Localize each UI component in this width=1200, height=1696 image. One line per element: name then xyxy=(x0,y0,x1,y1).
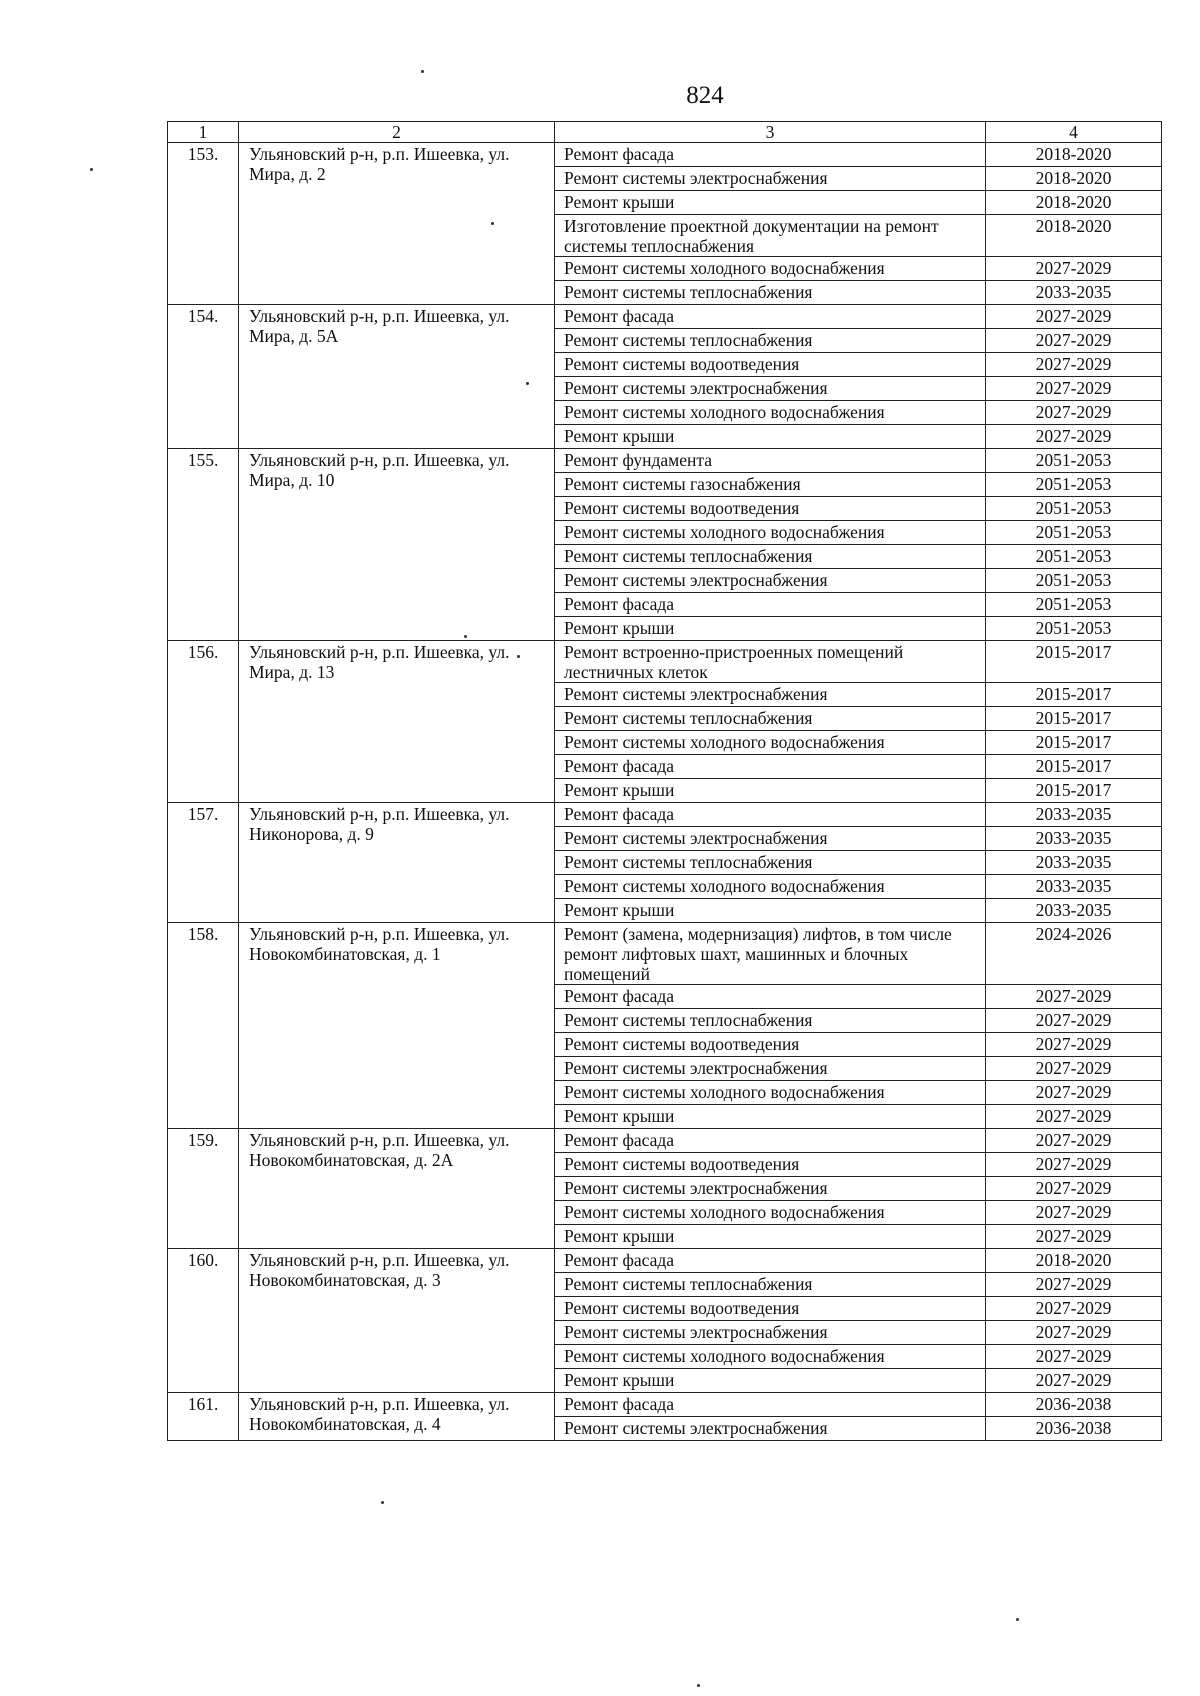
work-type: Ремонт системы водоотведения xyxy=(555,497,986,521)
planned-years: 2027-2029 xyxy=(986,1225,1162,1249)
table-row xyxy=(168,305,1162,329)
building-address: Ульяновский р-н, р.п. Ишеевка, ул. Мира, д. 13 xyxy=(239,641,555,803)
work-type: Ремонт фасада xyxy=(555,1129,986,1153)
work-type: Ремонт системы холодного водоснабжения xyxy=(555,1081,986,1105)
planned-years: 2051-2053 xyxy=(986,569,1162,593)
table-row xyxy=(168,1249,1162,1273)
work-type: Ремонт системы холодного водоснабжения xyxy=(555,1345,986,1369)
work-type: Ремонт фундамента xyxy=(555,449,986,473)
scan-speck xyxy=(464,635,467,638)
column-header-1: 1 xyxy=(168,122,239,143)
scan-speck xyxy=(381,1501,384,1504)
planned-years: 2033-2035 xyxy=(986,803,1162,827)
work-type: Ремонт крыши xyxy=(555,617,986,641)
planned-years: 2027-2029 xyxy=(986,257,1162,281)
work-type: Изготовление проектной документации на ремонт системы теплоснабжения xyxy=(555,215,986,257)
planned-years: 2036-2038 xyxy=(986,1393,1162,1417)
repair-schedule-table xyxy=(167,121,1162,1441)
work-type: Ремонт системы теплоснабжения xyxy=(555,329,986,353)
item-number: 156. xyxy=(168,641,239,803)
scan-speck xyxy=(1016,1618,1019,1621)
work-type: Ремонт встроенно-пристроенных помещений лестничных клеток xyxy=(555,641,986,683)
planned-years: 2027-2029 xyxy=(986,1129,1162,1153)
work-type: Ремонт системы водоотведения xyxy=(555,1033,986,1057)
building-address: Ульяновский р-н, р.п. Ишеевка, ул. Новокомбинатовская, д. 4 xyxy=(239,1393,555,1441)
table-row xyxy=(168,923,1162,985)
planned-years: 2051-2053 xyxy=(986,593,1162,617)
column-header-2: 2 xyxy=(239,122,555,143)
planned-years: 2027-2029 xyxy=(986,1369,1162,1393)
planned-years: 2033-2035 xyxy=(986,899,1162,923)
planned-years: 2018-2020 xyxy=(986,215,1162,257)
planned-years: 2027-2029 xyxy=(986,1057,1162,1081)
planned-years: 2027-2029 xyxy=(986,1009,1162,1033)
planned-years: 2027-2029 xyxy=(986,329,1162,353)
planned-years: 2051-2053 xyxy=(986,473,1162,497)
planned-years: 2015-2017 xyxy=(986,779,1162,803)
column-number-row xyxy=(168,122,1162,143)
table-row xyxy=(168,641,1162,683)
work-type: Ремонт системы газоснабжения xyxy=(555,473,986,497)
planned-years: 2015-2017 xyxy=(986,641,1162,683)
work-type: Ремонт фасада xyxy=(555,143,986,167)
work-type: Ремонт системы холодного водоснабжения xyxy=(555,521,986,545)
planned-years: 2033-2035 xyxy=(986,875,1162,899)
table-row xyxy=(168,449,1162,473)
planned-years: 2015-2017 xyxy=(986,755,1162,779)
scan-speck xyxy=(517,655,520,658)
work-type: Ремонт фасада xyxy=(555,1393,986,1417)
item-number: 161. xyxy=(168,1393,239,1441)
building-address: Ульяновский р-н, р.п. Ишеевка, ул. Мира, д. 10 xyxy=(239,449,555,641)
work-type: Ремонт фасада xyxy=(555,305,986,329)
building-address: Ульяновский р-н, р.п. Ишеевка, ул. Мира, д. 2 xyxy=(239,143,555,305)
work-type: Ремонт системы теплоснабжения xyxy=(555,1273,986,1297)
work-type: Ремонт системы электроснабжения xyxy=(555,683,986,707)
scan-speck xyxy=(421,70,424,73)
planned-years: 2027-2029 xyxy=(986,425,1162,449)
planned-years: 2027-2029 xyxy=(986,305,1162,329)
work-type: Ремонт системы холодного водоснабжения xyxy=(555,401,986,425)
work-type: Ремонт системы водоотведения xyxy=(555,1297,986,1321)
work-type: Ремонт системы теплоснабжения xyxy=(555,707,986,731)
work-type: Ремонт крыши xyxy=(555,779,986,803)
work-type: Ремонт системы электроснабжения xyxy=(555,1057,986,1081)
table-row xyxy=(168,143,1162,167)
work-type: Ремонт системы теплоснабжения xyxy=(555,545,986,569)
work-type: Ремонт системы электроснабжения xyxy=(555,1177,986,1201)
planned-years: 2027-2029 xyxy=(986,1201,1162,1225)
table-body xyxy=(168,143,1162,1441)
work-type: Ремонт крыши xyxy=(555,899,986,923)
work-type: Ремонт системы водоотведения xyxy=(555,353,986,377)
planned-years: 2027-2029 xyxy=(986,1033,1162,1057)
work-type: Ремонт фасада xyxy=(555,985,986,1009)
planned-years: 2027-2029 xyxy=(986,1105,1162,1129)
planned-years: 2033-2035 xyxy=(986,281,1162,305)
planned-years: 2027-2029 xyxy=(986,1273,1162,1297)
building-address: Ульяновский р-н, р.п. Ишеевка, ул. Новокомбинатовская, д. 1 xyxy=(239,923,555,1129)
item-number: 155. xyxy=(168,449,239,641)
planned-years: 2027-2029 xyxy=(986,1321,1162,1345)
planned-years: 2018-2020 xyxy=(986,191,1162,215)
planned-years: 2015-2017 xyxy=(986,683,1162,707)
building-address: Ульяновский р-н, р.п. Ишеевка, ул. Новокомбинатовская, д. 2А xyxy=(239,1129,555,1249)
work-type: Ремонт системы холодного водоснабжения xyxy=(555,875,986,899)
building-address: Ульяновский р-н, р.п. Ишеевка, ул. Новокомбинатовская, д. 3 xyxy=(239,1249,555,1393)
page-number: 824 xyxy=(686,82,724,109)
planned-years: 2027-2029 xyxy=(986,401,1162,425)
work-type: Ремонт крыши xyxy=(555,191,986,215)
building-address: Ульяновский р-н, р.п. Ишеевка, ул. Никонорова, д. 9 xyxy=(239,803,555,923)
work-type: Ремонт системы электроснабжения xyxy=(555,377,986,401)
planned-years: 2024-2026 xyxy=(986,923,1162,985)
planned-years: 2051-2053 xyxy=(986,497,1162,521)
planned-years: 2033-2035 xyxy=(986,827,1162,851)
work-type: Ремонт системы теплоснабжения xyxy=(555,851,986,875)
scan-speck xyxy=(526,382,529,385)
scan-speck xyxy=(697,1684,700,1687)
planned-years: 2051-2053 xyxy=(986,545,1162,569)
item-number: 159. xyxy=(168,1129,239,1249)
planned-years: 2051-2053 xyxy=(986,449,1162,473)
planned-years: 2027-2029 xyxy=(986,985,1162,1009)
planned-years: 2036-2038 xyxy=(986,1417,1162,1441)
planned-years: 2027-2029 xyxy=(986,353,1162,377)
column-header-4: 4 xyxy=(986,122,1162,143)
work-type: Ремонт крыши xyxy=(555,425,986,449)
planned-years: 2027-2029 xyxy=(986,1153,1162,1177)
planned-years: 2033-2035 xyxy=(986,851,1162,875)
planned-years: 2018-2020 xyxy=(986,143,1162,167)
planned-years: 2015-2017 xyxy=(986,731,1162,755)
work-type: Ремонт системы холодного водоснабжения xyxy=(555,731,986,755)
work-type: Ремонт крыши xyxy=(555,1225,986,1249)
planned-years: 2027-2029 xyxy=(986,1297,1162,1321)
work-type: Ремонт системы холодного водоснабжения xyxy=(555,257,986,281)
work-type: Ремонт системы водоотведения xyxy=(555,1153,986,1177)
work-type: Ремонт системы электроснабжения xyxy=(555,1321,986,1345)
work-type: Ремонт системы электроснабжения xyxy=(555,569,986,593)
planned-years: 2027-2029 xyxy=(986,1345,1162,1369)
work-type: Ремонт системы теплоснабжения xyxy=(555,1009,986,1033)
work-type: Ремонт системы электроснабжения xyxy=(555,167,986,191)
work-type: Ремонт фасада xyxy=(555,755,986,779)
planned-years: 2027-2029 xyxy=(986,377,1162,401)
work-type: Ремонт системы электроснабжения xyxy=(555,827,986,851)
work-type: Ремонт системы электроснабжения xyxy=(555,1417,986,1441)
item-number: 153. xyxy=(168,143,239,305)
scan-speck xyxy=(491,222,494,225)
planned-years: 2027-2029 xyxy=(986,1177,1162,1201)
table-row xyxy=(168,1393,1162,1417)
work-type: Ремонт крыши xyxy=(555,1369,986,1393)
planned-years: 2051-2053 xyxy=(986,521,1162,545)
work-type: Ремонт системы холодного водоснабжения xyxy=(555,1201,986,1225)
planned-years: 2015-2017 xyxy=(986,707,1162,731)
work-type: Ремонт фасада xyxy=(555,1249,986,1273)
planned-years: 2051-2053 xyxy=(986,617,1162,641)
work-type: Ремонт (замена, модернизация) лифтов, в том числе ремонт лифтовых шахт, машинных и блочных помещений xyxy=(555,923,986,985)
item-number: 157. xyxy=(168,803,239,923)
work-type: Ремонт системы теплоснабжения xyxy=(555,281,986,305)
item-number: 154. xyxy=(168,305,239,449)
item-number: 160. xyxy=(168,1249,239,1393)
table-row xyxy=(168,1129,1162,1153)
planned-years: 2018-2020 xyxy=(986,1249,1162,1273)
table-row xyxy=(168,803,1162,827)
planned-years: 2018-2020 xyxy=(986,167,1162,191)
building-address: Ульяновский р-н, р.п. Ишеевка, ул. Мира, д. 5А xyxy=(239,305,555,449)
work-type: Ремонт фасада xyxy=(555,803,986,827)
work-type: Ремонт фасада xyxy=(555,593,986,617)
work-type: Ремонт крыши xyxy=(555,1105,986,1129)
item-number: 158. xyxy=(168,923,239,1129)
column-header-3: 3 xyxy=(555,122,986,143)
scan-speck xyxy=(90,168,93,171)
planned-years: 2027-2029 xyxy=(986,1081,1162,1105)
